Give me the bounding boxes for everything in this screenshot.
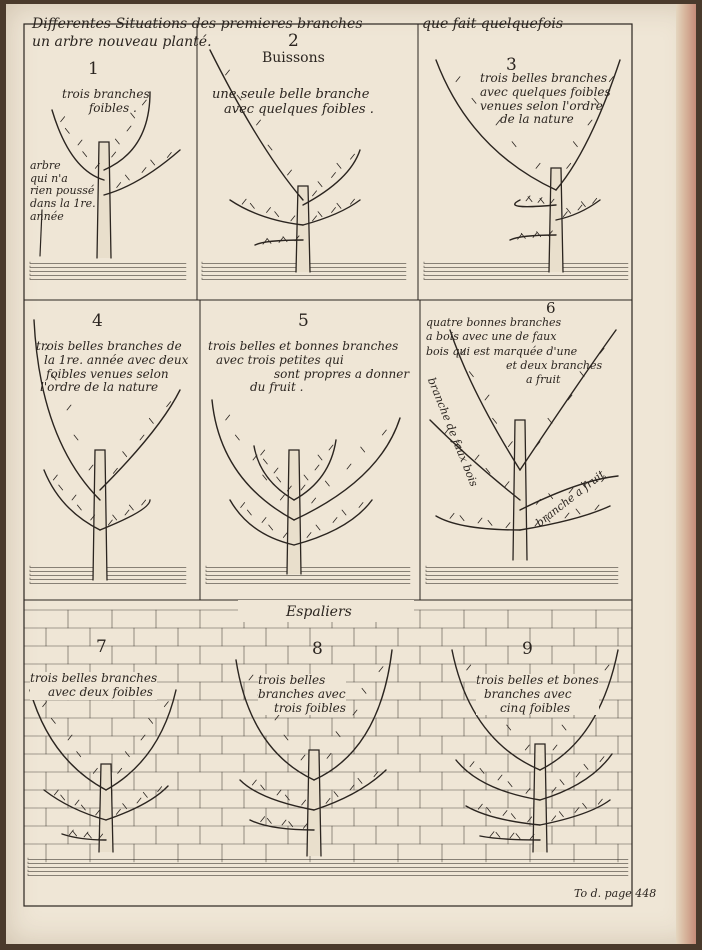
caption-line: trois belles branches de	[36, 339, 182, 353]
twig	[573, 142, 577, 147]
tree-1-trunk	[97, 142, 111, 258]
twig	[302, 800, 306, 805]
twig	[351, 154, 355, 159]
section-title-buissons: Buissons	[262, 50, 325, 66]
caption-line: foibles .	[88, 100, 137, 115]
twig	[275, 715, 279, 720]
twig	[291, 216, 295, 221]
caption-line: venues selon l'ordre	[480, 98, 603, 113]
twig	[470, 762, 474, 767]
twig	[525, 745, 529, 750]
twig	[151, 160, 155, 165]
caption-line: a fruit	[526, 373, 561, 387]
twig	[277, 477, 281, 482]
tree-6-trunk	[513, 420, 527, 560]
twig	[450, 513, 454, 518]
ground-hatching	[30, 578, 186, 580]
twig	[332, 173, 336, 178]
caption-line: branches avec	[258, 686, 346, 701]
ground-hatching	[206, 582, 410, 584]
twig	[595, 505, 599, 510]
twig	[567, 208, 571, 213]
twig	[129, 505, 133, 510]
twig	[598, 799, 602, 804]
twig	[516, 834, 520, 839]
twig	[89, 465, 93, 470]
twig	[61, 795, 65, 800]
twig	[485, 395, 489, 400]
twig	[123, 452, 127, 457]
twig	[277, 790, 281, 795]
caption-line: trois foibles	[274, 700, 346, 715]
twig	[125, 175, 129, 180]
tree-4-trunk	[93, 450, 107, 580]
ground-hatching	[28, 874, 628, 876]
twig	[563, 212, 567, 217]
twig	[108, 520, 112, 525]
twig	[562, 725, 566, 730]
caption-line: trois belles	[258, 673, 326, 687]
twig	[332, 208, 336, 213]
twig	[118, 768, 122, 773]
twig	[53, 475, 57, 480]
twig	[342, 510, 346, 515]
twig	[374, 772, 378, 777]
twig	[512, 142, 516, 147]
twig	[334, 792, 338, 797]
twig	[65, 128, 69, 133]
twig	[241, 503, 245, 508]
panel-number-1: 1	[88, 59, 99, 79]
twig	[61, 117, 65, 122]
ground-hatching	[426, 578, 618, 580]
twig	[379, 667, 383, 672]
twig	[167, 402, 171, 407]
twig	[578, 205, 582, 210]
twig	[318, 212, 322, 217]
ground-hatching	[424, 262, 628, 264]
twig	[73, 831, 77, 836]
twig	[361, 447, 365, 452]
twig	[235, 435, 239, 440]
section-title-espaliers: Espaliers	[286, 604, 352, 620]
twig	[510, 833, 514, 838]
caption-line: foibles venues selon	[46, 366, 169, 381]
twig	[301, 755, 305, 760]
caption-line: une seule belle branche	[212, 87, 370, 102]
ground-hatching	[206, 578, 410, 580]
twig	[337, 163, 341, 168]
twig	[78, 140, 82, 145]
twig	[559, 812, 563, 817]
ground-hatching	[30, 278, 186, 280]
twig	[93, 768, 97, 773]
twig	[242, 199, 246, 204]
twig	[263, 459, 267, 464]
twig	[288, 170, 292, 175]
twig	[362, 688, 366, 693]
twig	[528, 817, 532, 822]
twig	[267, 818, 271, 823]
ground-hatching	[206, 574, 410, 576]
twig	[508, 442, 512, 447]
twig	[149, 418, 153, 423]
twig	[576, 772, 580, 777]
twig	[247, 510, 251, 515]
twig	[257, 120, 261, 125]
side-note-line: arbre	[30, 159, 61, 172]
twig	[456, 77, 460, 82]
caption-line: bois qui est marquée d'une	[426, 344, 578, 358]
caption-line: trois belles branches	[30, 671, 158, 685]
twig	[567, 163, 571, 168]
twig	[149, 718, 153, 723]
panel-caption-5	[208, 340, 409, 395]
twig	[347, 464, 351, 469]
panel-caption-1	[62, 88, 150, 116]
twig	[329, 445, 333, 450]
panel-number-4: 4	[92, 311, 103, 331]
twig	[505, 482, 509, 487]
twig	[83, 152, 87, 157]
twig	[137, 798, 141, 803]
twig	[488, 520, 492, 525]
twig	[581, 202, 585, 207]
ground-hatching	[30, 566, 186, 568]
twig	[460, 516, 464, 521]
ground-hatching	[28, 858, 628, 860]
ground-hatching	[30, 570, 186, 572]
twig	[382, 430, 386, 435]
ground-hatching	[30, 266, 186, 268]
twig	[536, 163, 540, 168]
caption-line: avec quelques foibles	[480, 84, 611, 99]
twig	[67, 405, 71, 410]
twig	[480, 768, 484, 773]
twig	[127, 126, 131, 131]
twig	[72, 495, 76, 500]
twig	[318, 182, 322, 187]
twig	[583, 803, 587, 808]
twig	[117, 183, 121, 188]
caption-line: trois branches	[62, 87, 150, 101]
panel-caption-9	[476, 674, 599, 715]
panel-number-9: 9	[522, 639, 533, 659]
twig	[358, 778, 362, 783]
twig	[87, 833, 91, 838]
caption-line: avec deux foibles	[48, 684, 153, 699]
twig	[74, 435, 78, 440]
twig	[565, 513, 569, 518]
twig	[275, 212, 279, 217]
twig	[315, 465, 319, 470]
twig	[478, 804, 482, 809]
ground-hatching	[426, 582, 618, 584]
ground-hatching	[28, 870, 628, 872]
twig	[54, 790, 58, 795]
twig	[142, 168, 146, 173]
twig	[337, 203, 341, 208]
twig	[261, 450, 265, 455]
twig	[359, 503, 363, 508]
twig	[268, 145, 272, 150]
twig	[475, 455, 479, 460]
twig	[112, 152, 116, 157]
caption-line: et deux branches	[506, 358, 603, 372]
twig	[226, 70, 230, 75]
ground-hatching	[426, 570, 618, 572]
ground-hatching	[206, 570, 410, 572]
twig	[312, 498, 316, 503]
caption-line: avec trois petites qui	[216, 352, 344, 367]
twig	[226, 415, 230, 420]
twig	[69, 830, 73, 835]
twig	[115, 139, 119, 144]
ground-hatching	[30, 574, 186, 576]
panel-caption-8	[258, 674, 346, 715]
tree-5-trunk	[287, 450, 301, 574]
caption-line: sont propres a donner	[274, 366, 410, 381]
ground-hatching	[30, 582, 186, 584]
twig	[506, 523, 510, 528]
side-note-line: qui n'a	[30, 171, 68, 185]
twig	[113, 515, 117, 520]
caption-line: quatre bonnes branches	[426, 316, 562, 329]
twig	[77, 505, 81, 510]
panel-caption-6	[426, 316, 602, 387]
ground-hatching	[30, 262, 186, 264]
ground-hatching	[30, 274, 186, 276]
ground-hatching	[30, 270, 186, 272]
twig	[285, 795, 289, 800]
twig	[316, 525, 320, 530]
caption-line: la 1re. année avec deux	[44, 352, 189, 367]
ground-hatching	[424, 266, 628, 268]
twig	[576, 509, 580, 514]
plate-header-line1-right: que fait quelquefois	[422, 16, 564, 32]
twig	[167, 153, 171, 158]
twig	[350, 785, 354, 790]
side-note-line: dans la 1re.	[30, 196, 96, 210]
twig	[478, 518, 482, 523]
twig	[503, 811, 507, 816]
twig	[511, 814, 515, 819]
ground-hatching	[202, 278, 406, 280]
twig	[493, 418, 497, 423]
twig	[584, 764, 588, 769]
branch-label-faux-bois: branche de faux bois	[424, 375, 481, 489]
twig	[313, 191, 317, 196]
panel-number-8: 8	[312, 639, 323, 659]
panel-caption-4	[36, 340, 188, 395]
ground-hatching	[28, 862, 628, 864]
panel-number-2: 2	[288, 31, 299, 51]
twig	[508, 782, 512, 787]
twig	[164, 702, 168, 707]
twig	[467, 665, 471, 670]
twig	[158, 787, 162, 792]
twig	[526, 788, 530, 793]
ground-hatching	[202, 274, 406, 276]
side-note-line: année	[30, 209, 64, 223]
ground-hatching	[426, 566, 618, 568]
twig	[333, 518, 337, 523]
twig	[96, 810, 100, 815]
twig	[326, 798, 330, 803]
twig	[143, 792, 147, 797]
twig	[140, 435, 144, 440]
side-note-line: rien poussé	[30, 184, 95, 198]
caption-line: a bois avec une de faux	[426, 330, 557, 344]
twig	[490, 832, 494, 837]
twig	[548, 418, 552, 423]
twig	[301, 485, 305, 490]
panel-caption-3	[480, 72, 611, 127]
ground-hatching	[206, 566, 410, 568]
twig	[325, 481, 329, 486]
panel-number-5: 5	[298, 311, 309, 331]
caption-line: trois belles branches	[480, 71, 608, 85]
twig	[353, 710, 357, 715]
branch-label-fruit: branche a fruit	[533, 467, 608, 530]
twig	[560, 780, 564, 785]
twig	[252, 780, 256, 785]
twig	[307, 533, 311, 538]
caption-line: cinq foibles	[500, 700, 571, 715]
twig	[282, 820, 286, 825]
panel-number-7: 7	[96, 637, 107, 657]
twig	[496, 832, 500, 837]
tree-2-trunk	[296, 186, 310, 272]
caption-line: trois belles et bonnes branches	[208, 339, 399, 353]
ground-hatching	[424, 278, 628, 280]
twig	[267, 208, 271, 213]
twig	[304, 475, 308, 480]
twig	[250, 203, 254, 208]
twig	[313, 216, 317, 221]
caption-line: branches avec	[484, 686, 572, 701]
page-reference: To d. page 448	[574, 887, 657, 900]
tree-8-trunk	[307, 750, 321, 856]
ground-hatching	[424, 274, 628, 276]
twig	[280, 495, 284, 500]
twig	[318, 455, 322, 460]
panel-caption-2	[212, 88, 374, 118]
plate-header-line2: un arbre nouveau planté.	[32, 34, 212, 50]
twig	[274, 468, 278, 473]
twig	[283, 533, 287, 538]
twig	[605, 665, 609, 670]
twig	[553, 745, 557, 750]
caption-line: l'ordre de la nature	[40, 380, 159, 395]
twig	[81, 805, 85, 810]
twig	[261, 817, 265, 822]
tree-7-trunk	[99, 764, 113, 852]
twig	[84, 832, 88, 837]
twig	[507, 725, 511, 730]
panel-side-note-1	[30, 160, 96, 223]
panel-caption-7	[30, 672, 157, 700]
twig	[261, 785, 265, 790]
twig	[472, 98, 476, 103]
twig	[116, 809, 120, 814]
panel-number-3: 3	[506, 55, 517, 75]
caption-line: du fruit .	[250, 380, 304, 395]
twig	[142, 500, 146, 505]
twig	[249, 675, 253, 680]
ground-hatching	[426, 574, 618, 576]
twig	[269, 525, 273, 530]
plate-header-line1: Differentes Situations des premieres branches	[32, 16, 363, 32]
twig	[75, 800, 79, 805]
twig	[262, 518, 266, 523]
ground-hatching	[424, 270, 628, 272]
caption-line: de la nature	[500, 112, 574, 127]
twig	[552, 816, 556, 821]
twig	[51, 718, 55, 723]
twig	[125, 510, 129, 515]
caption-line: trois belles et bones	[476, 673, 599, 687]
ground-hatching	[28, 866, 628, 868]
twig	[600, 757, 604, 762]
twig	[498, 775, 502, 780]
panel-number-6: 6	[546, 299, 556, 317]
twig	[59, 485, 63, 490]
caption-line: avec quelques foibles .	[224, 101, 374, 117]
